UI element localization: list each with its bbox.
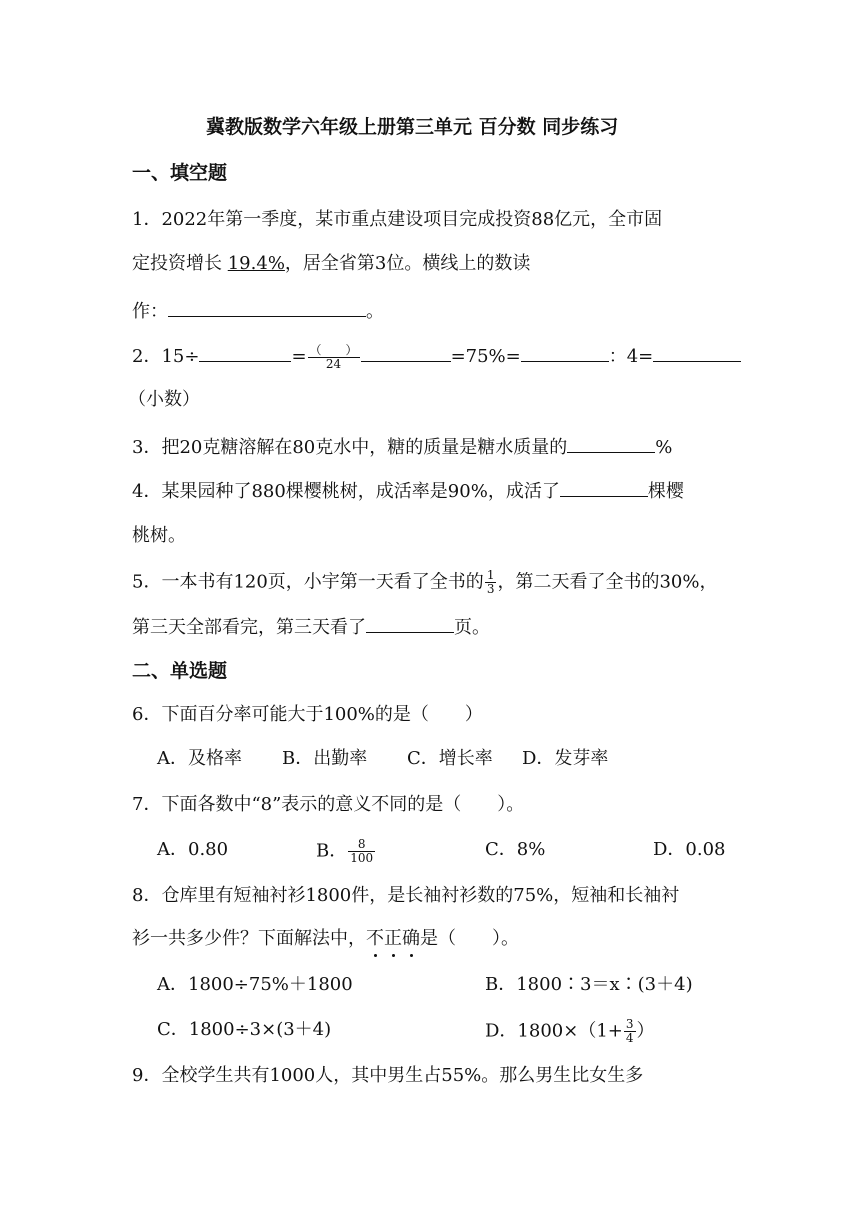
answer-blank[interactable]: [366, 614, 454, 633]
question-2-ratio: ：4=: [608, 346, 654, 367]
answer-blank[interactable]: [199, 343, 291, 362]
question-5-text: 5．一本书有120页，小宇第一天看了全书的: [132, 571, 484, 593]
question-4-line-1: [132, 478, 684, 504]
question-2-equals: =: [291, 346, 307, 367]
question-2-fraction: [308, 344, 360, 371]
emphasis-char: 不: [366, 928, 384, 949]
question-3-suffix: %: [655, 437, 673, 458]
question-3-text: 3．把20克糖溶解在80克水中，糖的质量是糖水质量的: [132, 437, 568, 458]
answer-blank[interactable]: [361, 343, 451, 362]
fraction-denominator: 4: [625, 1031, 634, 1045]
question-2-text: 2．15÷: [132, 346, 200, 367]
question-8-line-1: 8．仓库里有短袖衬衫1800件，是长袖衬衫数的75%，短袖和长袖衬: [132, 885, 680, 906]
question-1-text-tail: ，居全省第3位。横线上的数读: [284, 253, 531, 274]
question-8-line-2: [132, 927, 519, 951]
option-a[interactable]: A．及格率: [157, 748, 242, 769]
question-5-line-1: [132, 569, 717, 596]
option-d[interactable]: D．发芽率: [522, 748, 609, 769]
question-1-line-2: [132, 252, 530, 276]
question-4-text-tail: 棵樱: [647, 481, 684, 502]
question-3: [132, 434, 672, 460]
question-2-line-1: [132, 343, 741, 371]
page-title: 冀教版数学六年级上册第三单元 百分数 同步练习: [206, 116, 619, 138]
answer-blank[interactable]: [560, 478, 648, 497]
question-1-underlined-number: 19.4%: [227, 253, 285, 274]
option-c[interactable]: C．8%: [485, 839, 546, 860]
option-c[interactable]: C．1800÷3×(3＋4): [157, 1019, 332, 1040]
question-4-text: 4．某果园种了880棵樱桃树，成活率是90%，成活了: [132, 481, 560, 502]
question-5-text-2: 第三天全部看完，第三天看了: [132, 617, 366, 638]
question-2-line-2: （小数）: [128, 389, 200, 410]
option-d-fraction: [624, 1018, 636, 1045]
fraction-numerator: 3: [625, 1017, 634, 1031]
question-4-line-2: 桃树。: [132, 525, 186, 546]
section-heading-fill: 一、填空题: [132, 162, 228, 184]
option-b-label: B．: [316, 840, 348, 862]
question-9: 9．全校学生共有1000人，其中男生占55%。那么男生比女生多: [132, 1065, 644, 1086]
fraction-denominator: 3: [486, 582, 495, 596]
question-1-answer-label: 作：: [132, 301, 168, 322]
question-5-fraction: [485, 569, 497, 596]
question-1-text: 定投资增长: [132, 253, 228, 274]
question-5-suffix: 页。: [454, 617, 490, 638]
question-7: 7．下面各数中“8”表示的意义不同的是（ ）。: [132, 794, 525, 815]
question-5-line-2: [132, 614, 490, 640]
answer-blank[interactable]: [567, 434, 655, 453]
fraction-numerator: 1: [486, 568, 495, 582]
question-1-line-3: [132, 298, 384, 324]
fraction-numerator: 8: [348, 838, 375, 852]
question-8-text-tail: 是（ ）。: [420, 928, 519, 949]
question-8-text: 衫一共多少件？下面解法中，: [132, 928, 366, 949]
question-2-percent: =75%=: [450, 346, 521, 367]
emphasis-char: 正: [384, 928, 402, 949]
option-d[interactable]: [485, 1018, 655, 1045]
fraction-numerator: （ ）: [309, 342, 358, 357]
answer-blank[interactable]: [521, 343, 609, 362]
answer-blank[interactable]: [168, 298, 366, 317]
question-1-period: 。: [366, 301, 384, 322]
question-6: 6．下面百分率可能大于100%的是（ ）: [132, 704, 483, 725]
emphasis-char: 确: [402, 928, 420, 949]
option-c[interactable]: C．增长率: [407, 748, 493, 769]
option-b[interactable]: B．1800∶3＝x∶(3＋4): [485, 974, 693, 995]
fraction-denominator: 100: [350, 851, 374, 865]
option-d[interactable]: D．0.08: [653, 839, 726, 860]
option-a[interactable]: A．0.80: [157, 839, 229, 860]
option-b[interactable]: [316, 838, 376, 865]
section-heading-choice: 二、单选题: [132, 660, 228, 682]
option-d-close: ）: [636, 1020, 655, 1042]
fraction-denominator: 24: [325, 356, 342, 371]
option-b[interactable]: B．出勤率: [282, 748, 368, 769]
option-d-text: D．1800×（1+: [485, 1020, 623, 1042]
option-b-fraction: [348, 838, 375, 865]
question-5-text-tail: ，第二天看了全书的30%，: [497, 571, 718, 593]
option-a[interactable]: A．1800÷75%＋1800: [157, 974, 353, 995]
answer-blank[interactable]: [653, 343, 741, 362]
question-1-line-1: 1．2022年第一季度，某市重点建设项目完成投资88亿元，全市固: [132, 209, 663, 230]
